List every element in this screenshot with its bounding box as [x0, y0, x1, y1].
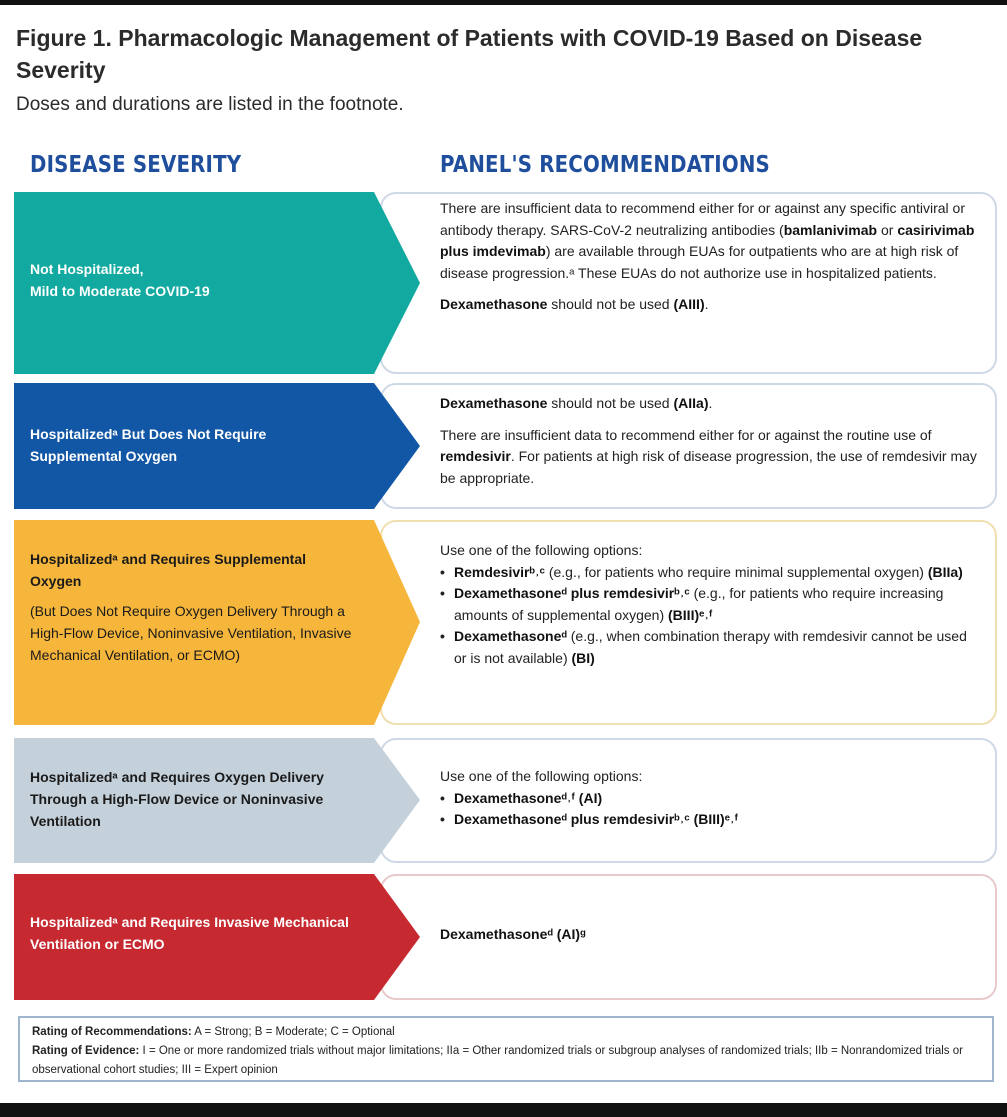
legend-evidence-label: Rating of Evidence: — [32, 1045, 140, 1057]
figure-title: Figure 1. Pharmacologic Management of Patients with COVID-19 Based on Disease Severity — [16, 25, 923, 83]
option-item: • Dexamethasoneᵈ plus remdesivirᵇ˒ᶜ (BIII)ᵉ˒ᶠ — [440, 809, 980, 831]
header-disease-severity: DISEASE SEVERITY — [30, 152, 242, 178]
severity-label: Not Hospitalized, Mild to Moderate COVID-19 — [30, 261, 210, 299]
recommendation-text: There are insufficient data to recommend either for or against any specific antiviral or antibody therapy. SARS-CoV-2 neutralizing antibodies (bamlanivimab or casirivimab plus imdevimab) are available through EUAs for outpatients who are at high risk of disease progression.ᵃ These EUAs do not authorize use in hospitalized patients. Dexamethasone should not be used (AIII). — [440, 200, 975, 312]
legend-rec-text: A = Strong; B = Moderate; C = Optional — [191, 1026, 395, 1038]
severity-row-hospitalized-no-oxygen — [0, 383, 1007, 509]
severity-row-mild — [0, 192, 1007, 374]
recommendation-text: Dexamethasone should not be used (AIIa). There are insufficient data to recommend either for or against the routine use of remdesivir. For patients at high risk of disease progression, the use of remdesivir may be appropriate. — [440, 395, 977, 486]
severity-note: (But Does Not Require Oxygen Delivery Through a High-Flow Device, Noninvasive Ventilation, Invasive Mechanical Ventilation, or ECMO) — [30, 603, 352, 663]
option-item: • Dexamethasoneᵈ (e.g., when combination therapy with remdesivir cannot be used or is not available) (BI) — [440, 626, 980, 669]
severity-row-supplemental-oxygen — [0, 520, 1007, 725]
option-item: • Remdesivirᵇ˒ᶜ (e.g., for patients who require minimal supplemental oxygen) (BIIa) — [440, 562, 980, 584]
option-item: • Dexamethasoneᵈ˒ᶠ (AI) — [440, 788, 980, 810]
figure-subtitle: Doses and durations are listed in the footnote. — [16, 94, 404, 115]
legend-evidence-text: I = One or more randomized trials without major limitations; IIa = Other randomized trials or subgroup analyses of randomized trials; IIb = Nonrandomized trials or observational cohort studies; III = Expert opinion — [32, 1045, 963, 1076]
bottom-border — [0, 1103, 1007, 1117]
recommendation-text: Use one of the following options: • Remdesivirᵇ˒ᶜ (e.g., for patients who require minimal supplemental oxygen) (BIIa) • Dexamethasoneᵈ plus remdesivirᵇ˒ᶜ (e.g., for patients who require increasing amounts of supplemental oxygen) (BIII)ᵉ˒ᶠ • Dexamethasoneᵈ (e.g., when combination therapy with remdesivir cannot be used or is not available) (BI) — [440, 540, 980, 669]
header-panel-recommendations: PANEL'S RECOMMENDATIONS — [440, 152, 770, 178]
recommendation-text: Dexamethasoneᵈ (AI)ᵍ — [440, 926, 586, 942]
top-border — [0, 0, 1007, 5]
severity-label: Hospitalizedᵃ and Requires Supplemental Oxygen (But Does Not Require Oxygen Delivery Through a High-Flow Device, Noninvasive Ventilation, Invasive Mechanical Ventilation, or ECMO) — [30, 548, 360, 666]
severity-label: Hospitalizedᵃ and Requires Oxygen Delivery Through a High-Flow Device or Noninvasive Ventilation — [30, 769, 324, 829]
recommendation-text: Use one of the following options: • Dexamethasoneᵈ˒ᶠ (AI) • Dexamethasoneᵈ plus remdesivirᵇ˒ᶜ (BIII)ᵉ˒ᶠ — [440, 766, 980, 831]
rating-legend — [18, 1016, 994, 1082]
legend-rec-label: Rating of Recommendations: — [32, 1026, 192, 1038]
option-item: • Dexamethasoneᵈ plus remdesivirᵇ˒ᶜ (e.g., for patients who require increasing amounts of supplemental oxygen) (BIII)ᵉ˒ᶠ — [440, 583, 980, 626]
severity-row-high-flow — [0, 738, 1007, 863]
severity-label: Hospitalizedᵃ and Requires Invasive Mechanical Ventilation or ECMO — [30, 914, 349, 952]
severity-label: Hospitalizedᵃ But Does Not Require Supplemental Oxygen — [30, 426, 267, 464]
severity-row-ventilation — [0, 874, 1007, 1000]
